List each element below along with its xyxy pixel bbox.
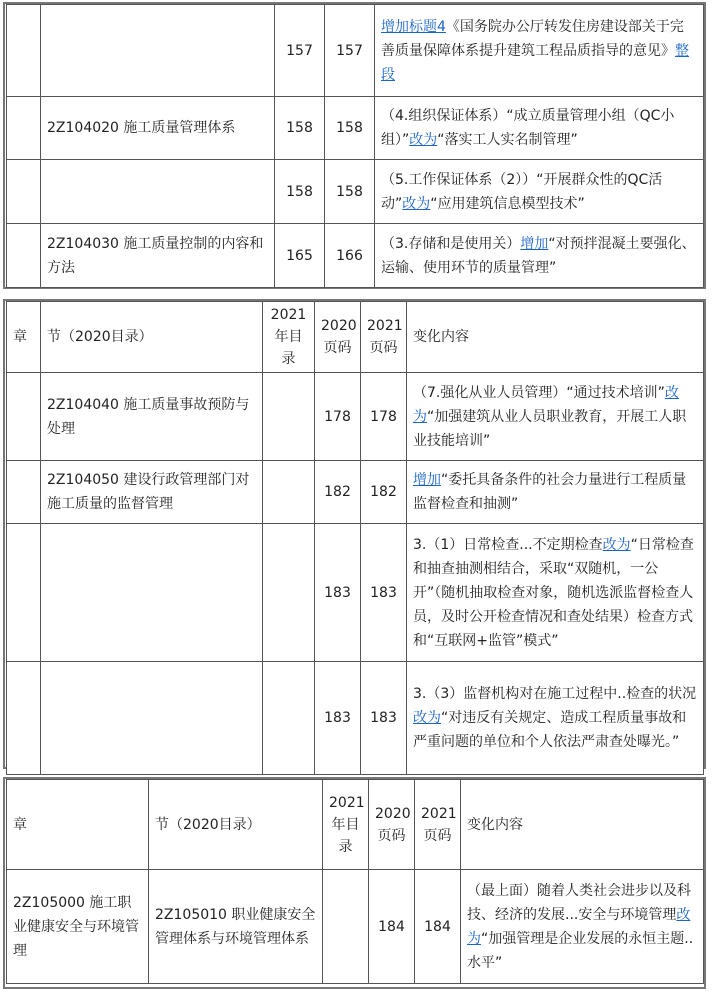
change-to-link[interactable]: 改为 (402, 195, 431, 212)
change-text-new: “委托具备条件的社会力量进行工程质量监督检查和抽测” (413, 472, 687, 512)
change-cell (407, 461, 704, 524)
page-2020-cell: 184 (369, 870, 415, 984)
table-header-row (7, 780, 704, 870)
change-text: （7.强化从业人员管理）“通过技术培训” (413, 384, 665, 401)
page-2021-cell: 183 (361, 662, 407, 775)
header-change: 变化内容 (407, 302, 704, 373)
header-chapter: 章 (7, 780, 149, 870)
header-2021-directory: 2021年目录 (323, 780, 369, 870)
table-row (7, 870, 704, 984)
table-header-row (7, 302, 704, 373)
section-cell (41, 5, 275, 97)
header-2021-page: 2021页码 (361, 302, 407, 373)
section-cell (41, 524, 263, 662)
chapter-cell (7, 160, 41, 224)
header-2021-directory: 2021年目录 (263, 302, 315, 373)
add-title-link[interactable]: 增加标题4 (381, 18, 446, 35)
add-link[interactable]: 增加 (520, 235, 549, 252)
change-text-new: “加强建筑从业人员职业教育，开展工人职业技能培训” (413, 408, 687, 449)
page-2020-cell: 165 (275, 224, 325, 288)
page-2021-cell: 182 (361, 461, 407, 524)
section-cell (41, 160, 275, 224)
directory-2021-cell (263, 662, 315, 775)
header-2020-page: 2020页码 (315, 302, 361, 373)
page-2021-cell: 178 (361, 373, 407, 461)
change-text: 3.（3）监督机构对在施工过程中..检查的状况 (413, 686, 697, 702)
section-cell: 2Z104020 施工质量管理体系 (41, 97, 275, 160)
change-to-link[interactable]: 改为 (467, 906, 691, 947)
change-text: 《国务院办公厅转发住房建设部关于完善质量保障体系提升建筑工程品质指导的意见》 (381, 18, 684, 59)
change-cell (407, 524, 704, 662)
table-row (7, 373, 704, 461)
page-2021-cell: 158 (325, 160, 375, 224)
change-to-link[interactable]: 改为 (413, 384, 679, 425)
add-link[interactable]: 增加 (413, 472, 441, 488)
directory-2021-cell (323, 870, 369, 984)
chapter-cell (7, 373, 41, 461)
page-2021-cell: 157 (325, 5, 375, 97)
section-cell: 2Z104050 建设行政管理部门对施工质量的监督管理 (41, 461, 263, 524)
change-text: （最上面）随着人类社会进步以及科技、经济的发展...安全与环境管理 (467, 882, 691, 923)
chapter-cell (7, 5, 41, 97)
chapter-cell (7, 97, 41, 160)
table-section-105 (6, 779, 704, 984)
header-section: 节（2020目录） (149, 780, 323, 870)
page-2020-cell: 183 (315, 524, 361, 662)
change-text: （3.存储和是使用关） (381, 235, 521, 252)
section-cell: 2Z104040 施工质量事故预防与处理 (41, 373, 263, 461)
page-2020-cell: 178 (315, 373, 361, 461)
table-row (7, 224, 704, 288)
change-to-link[interactable]: 改为 (413, 710, 441, 726)
change-text-new: “加强管理是企业发展的永恒主题..水平” (467, 930, 694, 971)
change-text-new: “对违反有关规定、造成工程质量事故和严重问题的单位和个人依法严肃查处曝光。” (413, 710, 687, 750)
change-cell (407, 662, 704, 775)
directory-2021-cell (263, 373, 315, 461)
change-text-new: “落实工人实名制管理” (437, 132, 578, 148)
change-text-new: “对预拌混凝土要强化、运输、使用环节的质量管理” (381, 235, 696, 276)
directory-2021-cell (263, 461, 315, 524)
change-cell (461, 870, 704, 984)
section-cell: 2Z104030 施工质量控制的内容和方法 (41, 224, 275, 288)
chapter-cell (7, 662, 41, 775)
change-cell (375, 160, 704, 224)
page-2021-cell: 183 (361, 524, 407, 662)
table-row (7, 160, 704, 224)
page-2021-cell: 184 (415, 870, 461, 984)
chapter-cell (7, 224, 41, 288)
change-cell (375, 5, 704, 97)
table-continued (6, 4, 704, 288)
chapter-cell (7, 461, 41, 524)
table-row (7, 461, 704, 524)
header-2021-page: 2021页码 (415, 780, 461, 870)
page-2020-cell: 158 (275, 160, 325, 224)
section-cell (41, 662, 263, 775)
change-to-link[interactable]: 改为 (409, 132, 438, 148)
change-text-new: “日常检查和抽查抽测相结合，采取“双随机，一公开”（随机抽取检查对象，随机选派监督检查人员，及时公开检查情况和查处结果）检查方式和“互联网+监管”模式” (413, 536, 694, 649)
page-2020-cell: 182 (315, 461, 361, 524)
chapter-cell: 2Z105000 施工职业健康安全与环境管理 (7, 870, 149, 984)
page-2021-cell: 158 (325, 97, 375, 160)
table-row (7, 97, 704, 160)
table-row (7, 524, 704, 662)
change-text: 3.（1）日常检查...不定期检查 (413, 536, 603, 553)
change-cell (407, 373, 704, 461)
change-cell (375, 97, 704, 160)
section-cell: 2Z105010 职业健康安全管理体系与环境管理体系 (149, 870, 323, 984)
table-row (7, 5, 704, 97)
chapter-cell (7, 524, 41, 662)
page-2020-cell: 183 (315, 662, 361, 775)
header-change: 变化内容 (461, 780, 704, 870)
header-2020-page: 2020页码 (369, 780, 415, 870)
header-chapter: 章 (7, 302, 41, 373)
directory-2021-cell (263, 524, 315, 662)
page-2021-cell: 166 (325, 224, 375, 288)
change-to-link[interactable]: 改为 (602, 536, 631, 553)
change-text-new: “应用建筑信息模型技术” (430, 195, 585, 212)
whole-paragraph-link[interactable]: 整段 (381, 42, 689, 83)
change-text: （4.组织保证体系）“成立质量管理小组（QC小组）” (381, 108, 675, 148)
table-section-104 (6, 301, 704, 775)
table-row (7, 662, 704, 775)
page-2020-cell: 157 (275, 5, 325, 97)
page-2020-cell: 158 (275, 97, 325, 160)
change-cell (375, 224, 704, 288)
header-section: 节（2020目录） (41, 302, 263, 373)
change-text: （5.工作保证体系（2））“开展群众性的QC活动” (381, 171, 663, 212)
